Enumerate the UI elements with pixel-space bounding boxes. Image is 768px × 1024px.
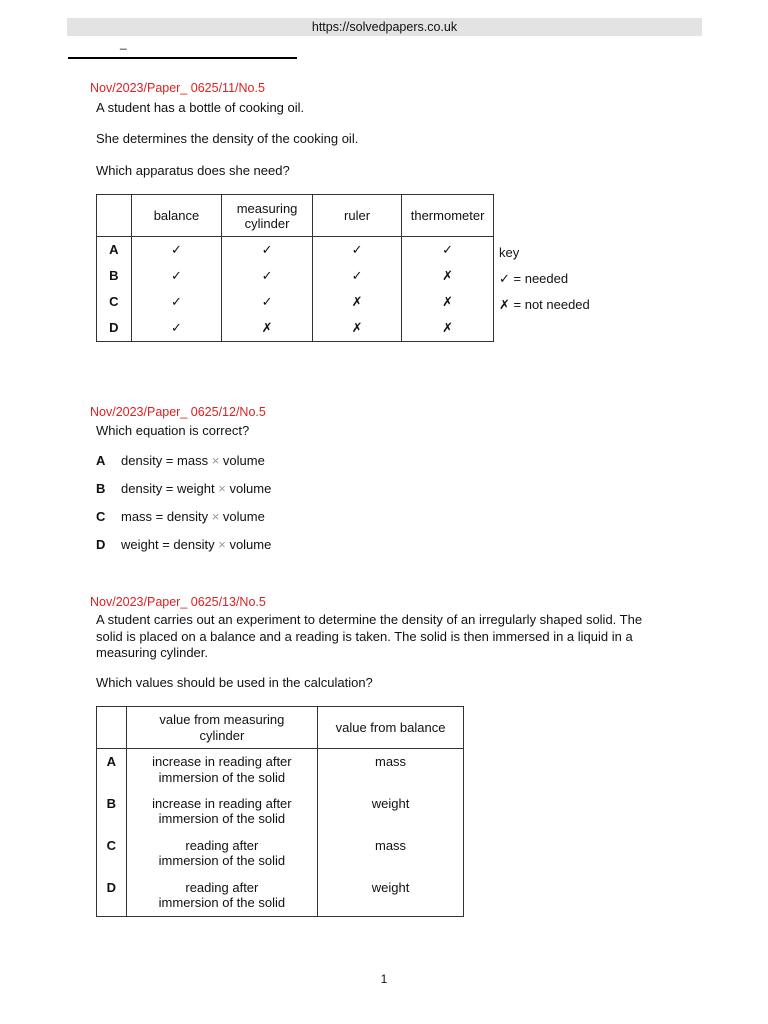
q2-option-right: volume (222, 453, 265, 468)
q2-option-text (121, 509, 265, 524)
q1-key-title: key (499, 245, 520, 260)
q2-option-left: mass = density (121, 509, 209, 524)
q3-balance-cell: weight (318, 791, 464, 833)
q1-line-3: Which apparatus does she need? (96, 163, 290, 178)
q1-key-not-needed: ✗ = not needed (499, 297, 590, 312)
q1-corner-cell (97, 195, 132, 237)
header-url-bar (67, 18, 702, 36)
q2-reference: Nov/2023/Paper_ 0625/12/No.5 (90, 405, 266, 419)
q3-balance-cell: mass (318, 833, 464, 875)
q2-option-letter: A (96, 453, 106, 468)
header-underscore: _ (120, 36, 127, 50)
q1-cell: ✓ (131, 237, 222, 263)
table-row (97, 749, 464, 791)
q3-row-label: A (97, 749, 127, 791)
q2-question: Which equation is correct? (96, 423, 250, 438)
q1-cell: ✓ (222, 237, 313, 263)
q1-reference: Nov/2023/Paper_ 0625/11/No.5 (90, 81, 265, 95)
q3-balance-cell: mass (318, 749, 464, 791)
q1-row-label: D (97, 315, 132, 342)
times-symbol: × (218, 481, 226, 496)
q2-option-text (121, 537, 271, 552)
q1-col-header: thermometer (402, 195, 494, 237)
header-url[interactable]: https://solvedpapers.co.uk (311, 20, 458, 34)
q1-cell: ✓ (402, 237, 494, 263)
q3-balance-cell: weight (318, 875, 464, 917)
q3-cylinder-cell: reading after immersion of the solid (126, 833, 317, 875)
q3-values-table (96, 706, 464, 917)
q1-col-header: ruler (312, 195, 401, 237)
q1-cell: ✓ (222, 289, 313, 315)
q2-option-text (121, 481, 271, 496)
q2-option-letter: B (96, 481, 106, 496)
q1-line-2: She determines the density of the cooking oil. (96, 131, 359, 146)
q1-key-needed: ✓ = needed (499, 271, 569, 286)
q3-cylinder-cell: increase in reading after immersion of the solid (126, 749, 317, 791)
q1-cell: ✗ (312, 289, 401, 315)
table-row (97, 315, 494, 342)
q1-line-1: A student has a bottle of cooking oil. (96, 100, 305, 115)
q2-option-letter: C (96, 509, 106, 524)
q1-cell: ✗ (402, 289, 494, 315)
table-row (97, 791, 464, 833)
q3-row-label: D (97, 875, 127, 917)
q3-col-header: value from balance (318, 707, 464, 749)
q1-cell: ✓ (131, 263, 222, 289)
q1-cell: ✗ (312, 315, 401, 342)
table-row (97, 263, 494, 289)
q2-option-left: weight = density (121, 537, 215, 552)
times-symbol: × (211, 453, 220, 468)
q1-cell: ✓ (312, 263, 401, 289)
q3-row-label: B (97, 791, 127, 833)
times-symbol: × (218, 537, 226, 552)
q2-option-right: volume (229, 537, 272, 552)
q3-row-label: C (97, 833, 127, 875)
q3-paragraph: A student carries out an experiment to determine the density of an irregularly shaped solid. The solid is placed on a balance and a reading is taken. The solid is then immersed in a liquid in a measuring cylinder. (96, 612, 643, 660)
table-row (97, 875, 464, 917)
q3-header-row (97, 707, 464, 749)
q1-cell: ✓ (131, 315, 222, 342)
table-row (97, 289, 494, 315)
q2-option-text (121, 453, 265, 468)
table-row (97, 833, 464, 875)
q1-cell: ✗ (402, 315, 494, 342)
q1-col-header: measuring cylinder (222, 195, 313, 237)
q1-cell: ✓ (222, 263, 313, 289)
q1-row-label: C (97, 289, 132, 315)
q1-row-label: A (97, 237, 132, 263)
q1-cell: ✗ (402, 263, 494, 289)
q1-header-row (97, 195, 494, 237)
q2-option-right: volume (229, 481, 272, 496)
q2-option-letter: D (96, 537, 106, 552)
table-row (97, 237, 494, 263)
q1-row-label: B (97, 263, 132, 289)
q1-cell: ✓ (131, 289, 222, 315)
q2-option-right: volume (222, 509, 265, 524)
q3-question: Which values should be used in the calculation? (96, 675, 373, 690)
times-symbol: × (211, 509, 220, 524)
q1-cell: ✗ (222, 315, 313, 342)
q2-option-left: density = mass (121, 453, 209, 468)
q3-cylinder-cell: increase in reading after immersion of the solid (126, 791, 317, 833)
page-number: 1 (380, 972, 388, 986)
header-rule (68, 57, 297, 59)
q2-option-left: density = weight (121, 481, 215, 496)
q3-col-header: value from measuring cylinder (126, 707, 317, 749)
q3-corner-cell (97, 707, 127, 749)
q1-apparatus-table (96, 194, 494, 342)
q1-cell: ✓ (312, 237, 401, 263)
q3-reference: Nov/2023/Paper_ 0625/13/No.5 (90, 595, 266, 609)
q1-col-header: balance (131, 195, 222, 237)
q3-cylinder-cell: reading after immersion of the solid (126, 875, 317, 917)
